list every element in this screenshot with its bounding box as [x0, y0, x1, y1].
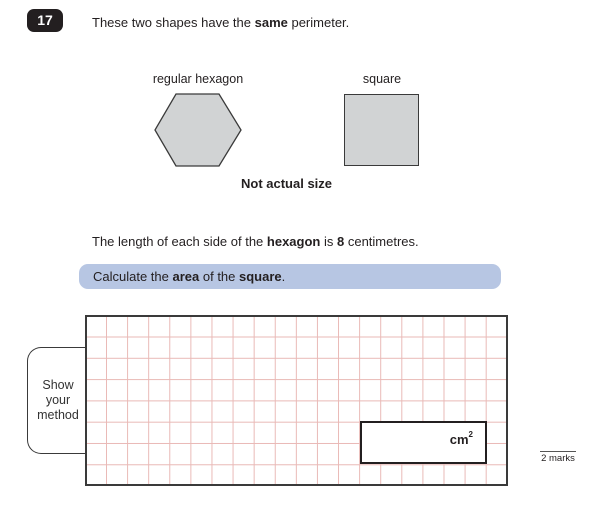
square-shape [344, 94, 419, 166]
instruction-text: Calculate the area of the square. [93, 269, 286, 284]
show-your-method-label: Show your method [37, 378, 79, 422]
marks-label: 2 marks [541, 453, 575, 464]
figure-caption: Not actual size [241, 176, 333, 191]
answer-unit: $cm^2$ [449, 430, 473, 447]
show-your-method-tab [27, 347, 88, 454]
hexagon-shape [150, 90, 250, 172]
given-statement: The length of each side of the hexagon is 8 centimetres. [92, 234, 419, 249]
question-intro: These two shapes have the same perimeter. [92, 15, 350, 30]
instruction-banner [79, 264, 501, 289]
hexagon-label: regular hexagon [152, 72, 244, 86]
question-number-badge: 17 [27, 9, 63, 32]
answer-box[interactable] [360, 421, 487, 464]
emphasis-same: same [254, 15, 288, 30]
square-label: square [362, 72, 402, 86]
